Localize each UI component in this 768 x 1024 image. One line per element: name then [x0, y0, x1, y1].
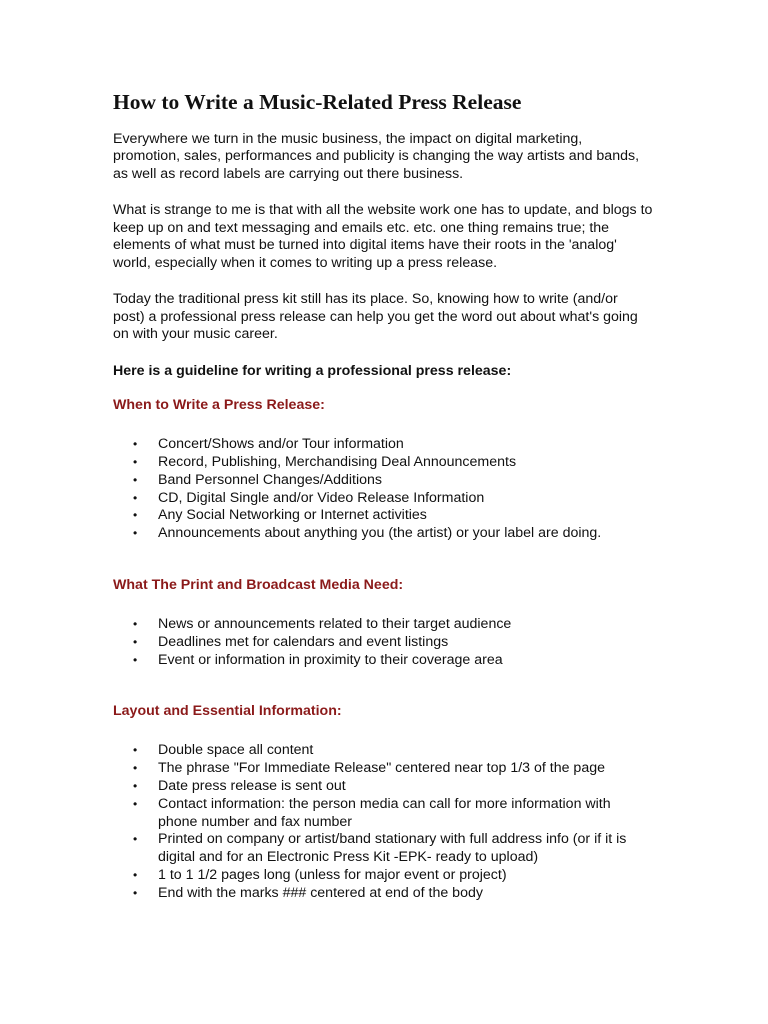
list-item: [113, 885, 653, 903]
list-item-text: Date press release is sent out: [158, 777, 346, 794]
bullet-icon: •: [133, 886, 138, 901]
list-item-text: Announcements about anything you (the artist) or your label are doing.: [158, 525, 602, 542]
list-item: [113, 652, 653, 670]
bullet-icon: •: [133, 868, 138, 883]
list-item: [113, 867, 653, 885]
list-item: [113, 616, 653, 634]
list-item-text: Printed on company or artist/band stationary with full address info (or if it is digital and for an Electronic Press Kit -EPK- ready to upload): [158, 831, 627, 866]
list-item-text: Band Personnel Changes/Additions: [158, 471, 383, 488]
list-item-text: CD, Digital Single and/or Video Release Information: [158, 489, 485, 506]
list-item-text: Deadlines met for calendars and event listings: [158, 633, 449, 650]
bullet-icon: •: [133, 634, 138, 649]
list-item-text: News or announcements related to their target audience: [158, 615, 512, 632]
list-item: [113, 634, 653, 652]
intro-paragraph-3: Today the traditional press kit still has its place. So, knowing how to write (and/or post) a professional press release can help you get the word out about what's going on with your music career.: [113, 291, 638, 343]
list-item-text: Concert/Shows and/or Tour information: [158, 435, 404, 452]
intro-paragraph-1: Everywhere we turn in the music business, the impact on digital marketing, promotion, sales, performances and publicity is changing the way artists and bands, as well as record labels are carrying out there business.: [113, 130, 640, 182]
list-item: [113, 796, 653, 832]
bullet-icon: •: [133, 778, 138, 793]
list-item: [113, 490, 653, 508]
list-item-text: 1 to 1 1/2 pages long (unless for major event or project): [158, 867, 507, 884]
list-item: [113, 454, 653, 472]
page-title: How to Write a Music-Related Press Release: [113, 90, 522, 114]
bullet-icon: •: [133, 616, 138, 631]
list-item-text: Double space all content: [158, 741, 314, 758]
list-item: [113, 778, 653, 796]
bullet-icon: •: [133, 760, 138, 775]
layout-list: [113, 742, 653, 903]
section-heading-layout: Layout and Essential Information:: [113, 703, 342, 720]
list-item: [113, 472, 653, 490]
bullet-icon: •: [133, 454, 138, 469]
bullet-icon: •: [133, 490, 138, 505]
document-page: [113, 90, 653, 903]
list-item: [113, 507, 653, 525]
list-item: [113, 742, 653, 760]
when-list: [113, 436, 653, 543]
bullet-icon: •: [133, 742, 138, 757]
list-item-text: Record, Publishing, Merchandising Deal Announcements: [158, 453, 517, 470]
list-item-text: Any Social Networking or Internet activities: [158, 507, 427, 524]
section-heading-when: When to Write a Press Release:: [113, 397, 325, 414]
list-item: [113, 760, 653, 778]
guideline-lead: Here is a guideline for writing a professional press release:: [113, 362, 512, 379]
bullet-icon: •: [133, 526, 138, 541]
intro-paragraph-2: What is strange to me is that with all the website work one has to update, and blogs to keep up on and text messaging and emails etc. etc. one thing remains true; the elements of what must be turned into digital items have their roots in the 'analog' world, especially when it comes to writing up a press release.: [113, 202, 653, 271]
list-item-text: Event or information in proximity to their coverage area: [158, 651, 503, 668]
bullet-icon: •: [133, 436, 138, 451]
list-item: [113, 436, 653, 454]
list-item-text: The phrase "For Immediate Release" centered near top 1/3 of the page: [158, 759, 605, 776]
list-item-text: End with the marks ### centered at end of the body: [158, 885, 483, 902]
list-item: [113, 831, 653, 867]
bullet-icon: •: [133, 508, 138, 523]
list-item: [113, 525, 653, 543]
bullet-icon: •: [133, 796, 138, 811]
bullet-icon: •: [133, 652, 138, 667]
list-item-text: Contact information: the person media can call for more information with phone number and fax number: [158, 795, 611, 830]
media-needs-list: [113, 616, 653, 670]
bullet-icon: •: [133, 472, 138, 487]
bullet-icon: •: [133, 832, 138, 847]
section-heading-media-needs: What The Print and Broadcast Media Need:: [113, 577, 404, 594]
